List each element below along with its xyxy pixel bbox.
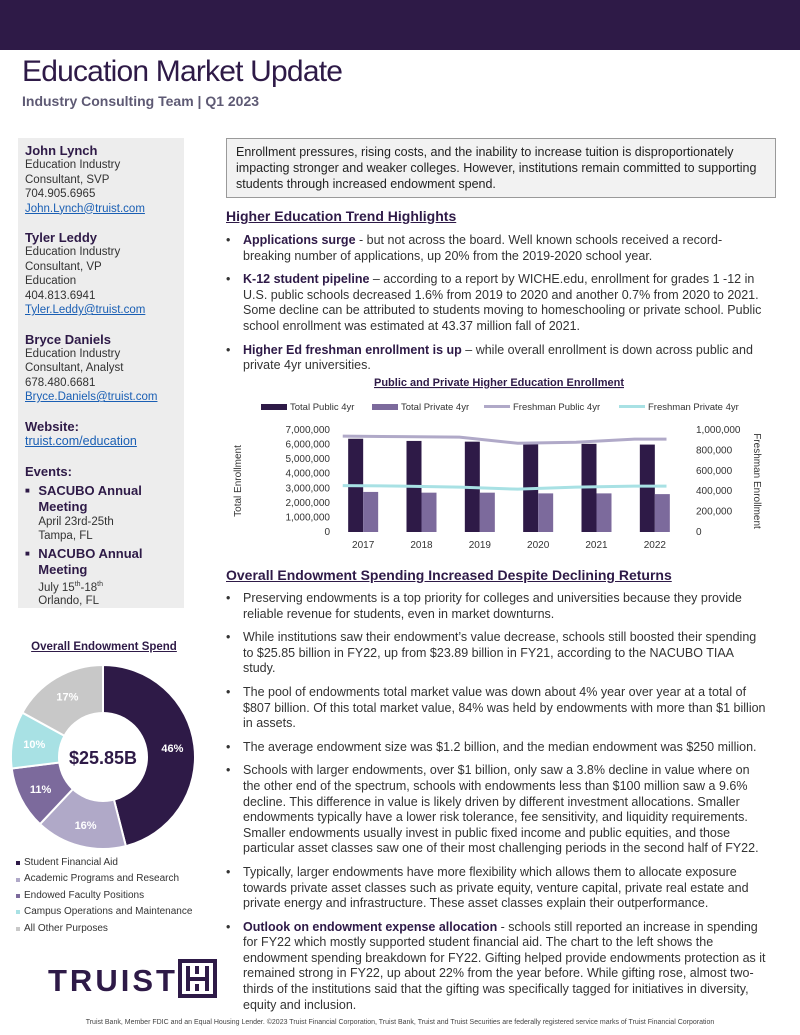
bullet-dot-icon: • <box>226 342 231 357</box>
pie-legend-item: Student Financial Aid <box>16 855 192 871</box>
line-freshman-public <box>343 436 667 443</box>
website-link[interactable]: truist.com/education <box>25 433 137 448</box>
bullet-dot-icon: • <box>226 763 231 778</box>
x-tick-label: 2022 <box>643 540 666 551</box>
pie-center-label: $25.85B <box>68 748 138 768</box>
legend-item <box>261 402 354 413</box>
y-tick-label: 1,000,000 <box>285 512 330 524</box>
top-banner <box>0 0 800 50</box>
section-heading-trends: Higher Education Trend Highlights <box>226 208 457 224</box>
bar-total-private <box>597 493 612 532</box>
bullet-dot-icon: • <box>226 272 231 287</box>
sidebar <box>18 138 184 608</box>
endowment-pie-chart <box>8 662 198 852</box>
pie-slice-label: 16% <box>74 819 97 832</box>
pie-legend <box>16 855 192 937</box>
intro-callout: Enrollment pressures, rising costs, and the inability to increase tuition is disproportionately impacting stronger and weaker colleges. However, institutions remain committed to supporting students through increased endowment spend. <box>226 138 776 198</box>
endowment-bullet: • Schools with larger endowments, over $1 billion, only saw a 3.8% decline in value where on the other end of the spectrum, schools with endowments less than $100 million saw a 9.6% decline. This difference in value is likely driven by different investment allocations. Smaller endowments typically have a lower risk tolerance, fee sensitivity, and liquidity requirements. Smaller endowments usually invest in public fixed income and public equities, and those particular asset classes saw one of their most challenging periods in the second half of FY22. <box>226 763 759 856</box>
bullet-dot-icon: • <box>226 591 231 605</box>
y-tick-label: 7,000,000 <box>285 425 330 436</box>
legend-item <box>619 402 739 413</box>
x-tick-label: 2019 <box>468 540 491 551</box>
trend-bullet: • K-12 student pipeline – according to a report by WICHE.edu, enrollment for grades 1 -12 in U.S. public schools decreased 1.6% from 2019 to 2020 and another 0.7% from 2020 to 2021. Some decline can be attributed to students moving to homeschooling or private school. Public school enrollment was estimated at 43.37 million fall of 2021. <box>226 272 762 333</box>
contact-role: Education Industry Consultant, Analyst <box>25 347 124 374</box>
legend-swatch <box>261 404 287 410</box>
x-tick-label: 2017 <box>352 540 375 551</box>
pie-legend-item: Campus Operations and Maintenance <box>16 904 192 920</box>
x-tick-label: 2018 <box>410 540 433 551</box>
y-axis-label: Total Enrollment <box>233 445 244 517</box>
y-tick-label: 2,000,000 <box>285 497 330 509</box>
contact-name: Bryce Daniels <box>25 331 111 347</box>
contact-card <box>25 230 177 318</box>
event-name: SACUBO Annual Meeting <box>38 482 142 514</box>
contact-name: John Lynch <box>25 143 98 158</box>
chart-title: Public and Private Higher Education Enrollment <box>374 377 624 389</box>
event-place: Tampa, FL <box>38 529 93 542</box>
x-tick-label: 2020 <box>527 540 550 551</box>
legend-swatch <box>16 927 20 931</box>
legend-label: Freshman Public 4yr <box>513 402 601 413</box>
bullet-dot-icon: • <box>226 864 231 879</box>
y2-tick-label: 600,000 <box>696 465 733 477</box>
contact-phone: 704.905.6965 <box>25 188 96 200</box>
truist-hh-icon <box>180 961 215 996</box>
bullet-dot-icon: • <box>226 739 231 754</box>
line-freshman-private <box>343 486 667 490</box>
bar-total-public <box>640 445 655 532</box>
pie-chart-title: Overall Endowment Spend <box>31 641 177 653</box>
endowment-bullet: • The pool of endowments total market value was down about 4% year over year at a total of $807 billion. Of this total market value, 84% was held by endowments with more than $1 billion in assets. <box>226 684 766 731</box>
legend-swatch <box>16 910 20 914</box>
pie-slice-label: 10% <box>23 738 46 751</box>
y-tick-label: 5,000,000 <box>285 454 330 466</box>
pie-slice-label: 46% <box>161 743 184 756</box>
footer-disclaimer: Truist Bank, Member FDIC and an Equal Housing Lender. ©2023 Truist Financial Corporation, Truist Bank, Truist and Truist Securities are federally registered service marks of Truist Financial Corporation <box>85 1019 715 1026</box>
trend-bullet-list <box>226 233 766 382</box>
contact-role: Education Industry Consultant, VP Education <box>25 246 121 287</box>
pie-legend-item: Academic Programs and Research <box>16 871 192 887</box>
y2-tick-label: 800,000 <box>696 445 733 457</box>
event-date: April 23rd-25th <box>38 515 114 528</box>
event-date: July 15th-18th <box>38 580 104 594</box>
contact-card <box>25 332 177 405</box>
contact-email-link[interactable]: John.Lynch@truist.com <box>25 202 145 215</box>
endowment-bullet: • Outlook on endowment expense allocation - schools still reported an increase in spending for FY22 which mostly supported student financial aid. The chart to the left shows the endowment spending breakdown for FY22. Gifting helped provide endowments protection as it remained strong in FY22, up about 22% from the year before. While gifting rose, almost two-thirds of the institutions said that the gifting was specifically tagged for initiatives in diversity, equity and inclusion. <box>226 919 766 1012</box>
legend-swatch <box>16 861 20 865</box>
pie-slice-label: 17% <box>56 691 79 704</box>
bar-total-private <box>480 493 495 532</box>
legend-swatch <box>372 404 398 410</box>
y2-axis-label: Freshman Enrollment <box>751 433 762 529</box>
page-subtitle: Industry Consulting Team | Q1 2023 <box>22 93 260 109</box>
y-tick-label: 3,000,000 <box>285 483 330 495</box>
square-bullet-icon: ■ <box>25 548 30 558</box>
enrollment-chart <box>226 372 776 557</box>
pie-legend-item: Endowed Faculty Positions <box>16 888 192 904</box>
website-label: Website: <box>25 418 79 434</box>
section-heading-endowment: Overall Endowment Spending Increased Despite Declining Returns <box>226 567 672 583</box>
logo-text: TRUIST <box>48 963 178 998</box>
bar-total-private <box>363 492 378 532</box>
legend-label: Total Private 4yr <box>401 402 470 413</box>
bar-total-private <box>655 494 670 532</box>
pie-legend-item: All Other Purposes <box>16 921 192 937</box>
legend-swatch <box>484 405 510 408</box>
y2-tick-label: 200,000 <box>696 506 733 518</box>
contact-card <box>25 143 177 216</box>
y2-tick-label: 400,000 <box>696 486 733 498</box>
contact-email-link[interactable]: Tyler.Leddy@truist.com <box>25 304 146 316</box>
legend-swatch <box>16 894 20 898</box>
y-tick-label: 0 <box>324 527 330 538</box>
page-title: Education Market Update <box>22 55 343 88</box>
legend-swatch <box>619 405 645 408</box>
events-label: Events: <box>25 463 72 479</box>
truist-logo <box>48 958 220 1002</box>
bullet-dot-icon: • <box>226 233 231 247</box>
endowment-bullet: • Preserving endowments is a top priority for colleges and universities because they provide reliable revenue for students, even in market downturns. <box>226 591 742 621</box>
pie-slice-label: 11% <box>29 783 52 796</box>
contact-email-link[interactable]: Bryce.Daniels@truist.com <box>25 391 158 403</box>
y-tick-label: 6,000,000 <box>285 439 330 451</box>
endowment-bullet-list <box>226 591 766 1021</box>
x-tick-label: 2021 <box>585 540 608 551</box>
endowment-bullet: • The average endowment size was $1.2 billion, and the median endowment was $250 million. <box>226 739 757 754</box>
legend-label: Freshman Private 4yr <box>648 402 739 413</box>
bullet-dot-icon: • <box>226 630 231 645</box>
endowment-bullet: • While institutions saw their endowment’s value decrease, schools still boosted their spending to $25.85 billion in FY22, up from $23.89 billion in FY21, according to the NACUBO TIAA study. <box>226 630 757 676</box>
trend-bullet: • Higher Ed freshman enrollment is up – while overall enrollment is down across public and private 4yr universities. <box>226 342 753 373</box>
bullet-dot-icon: • <box>226 919 231 934</box>
contact-role: Education Industry Consultant, SVP <box>25 159 121 186</box>
y-tick-label: 4,000,000 <box>285 468 330 480</box>
bar-total-private <box>538 493 553 532</box>
y2-tick-label: 1,000,000 <box>696 425 741 436</box>
square-bullet-icon: ■ <box>25 485 30 495</box>
contact-phone: 678.480.6681 <box>25 376 96 389</box>
bullet-dot-icon: • <box>226 684 231 699</box>
contact-name: Tyler Leddy <box>25 230 98 245</box>
event-place: Orlando, FL <box>38 595 99 608</box>
event-item <box>25 546 177 609</box>
trend-bullet: • Applications surge - but not across the board. Well known schools received a record-breaking number of applications, up 20% from the 2019-2020 school year. <box>226 233 723 263</box>
contact-phone: 404.813.6941 <box>25 289 96 302</box>
event-name: NACUBO Annual Meeting <box>38 545 143 577</box>
legend-item <box>484 402 600 413</box>
y2-tick-label: 0 <box>696 527 702 538</box>
legend-label: Total Public 4yr <box>290 402 355 413</box>
legend-item <box>372 402 469 413</box>
bar-total-private <box>422 493 437 532</box>
legend-swatch <box>16 878 20 882</box>
event-item <box>25 483 177 543</box>
endowment-bullet: • Typically, larger endowments have more flexibility which allows them to allocate exposure towards private asset classes such as private equity, venture capital, private real estate and private energy and infrastructure. These asset classes explain their outperformance. <box>226 864 749 911</box>
